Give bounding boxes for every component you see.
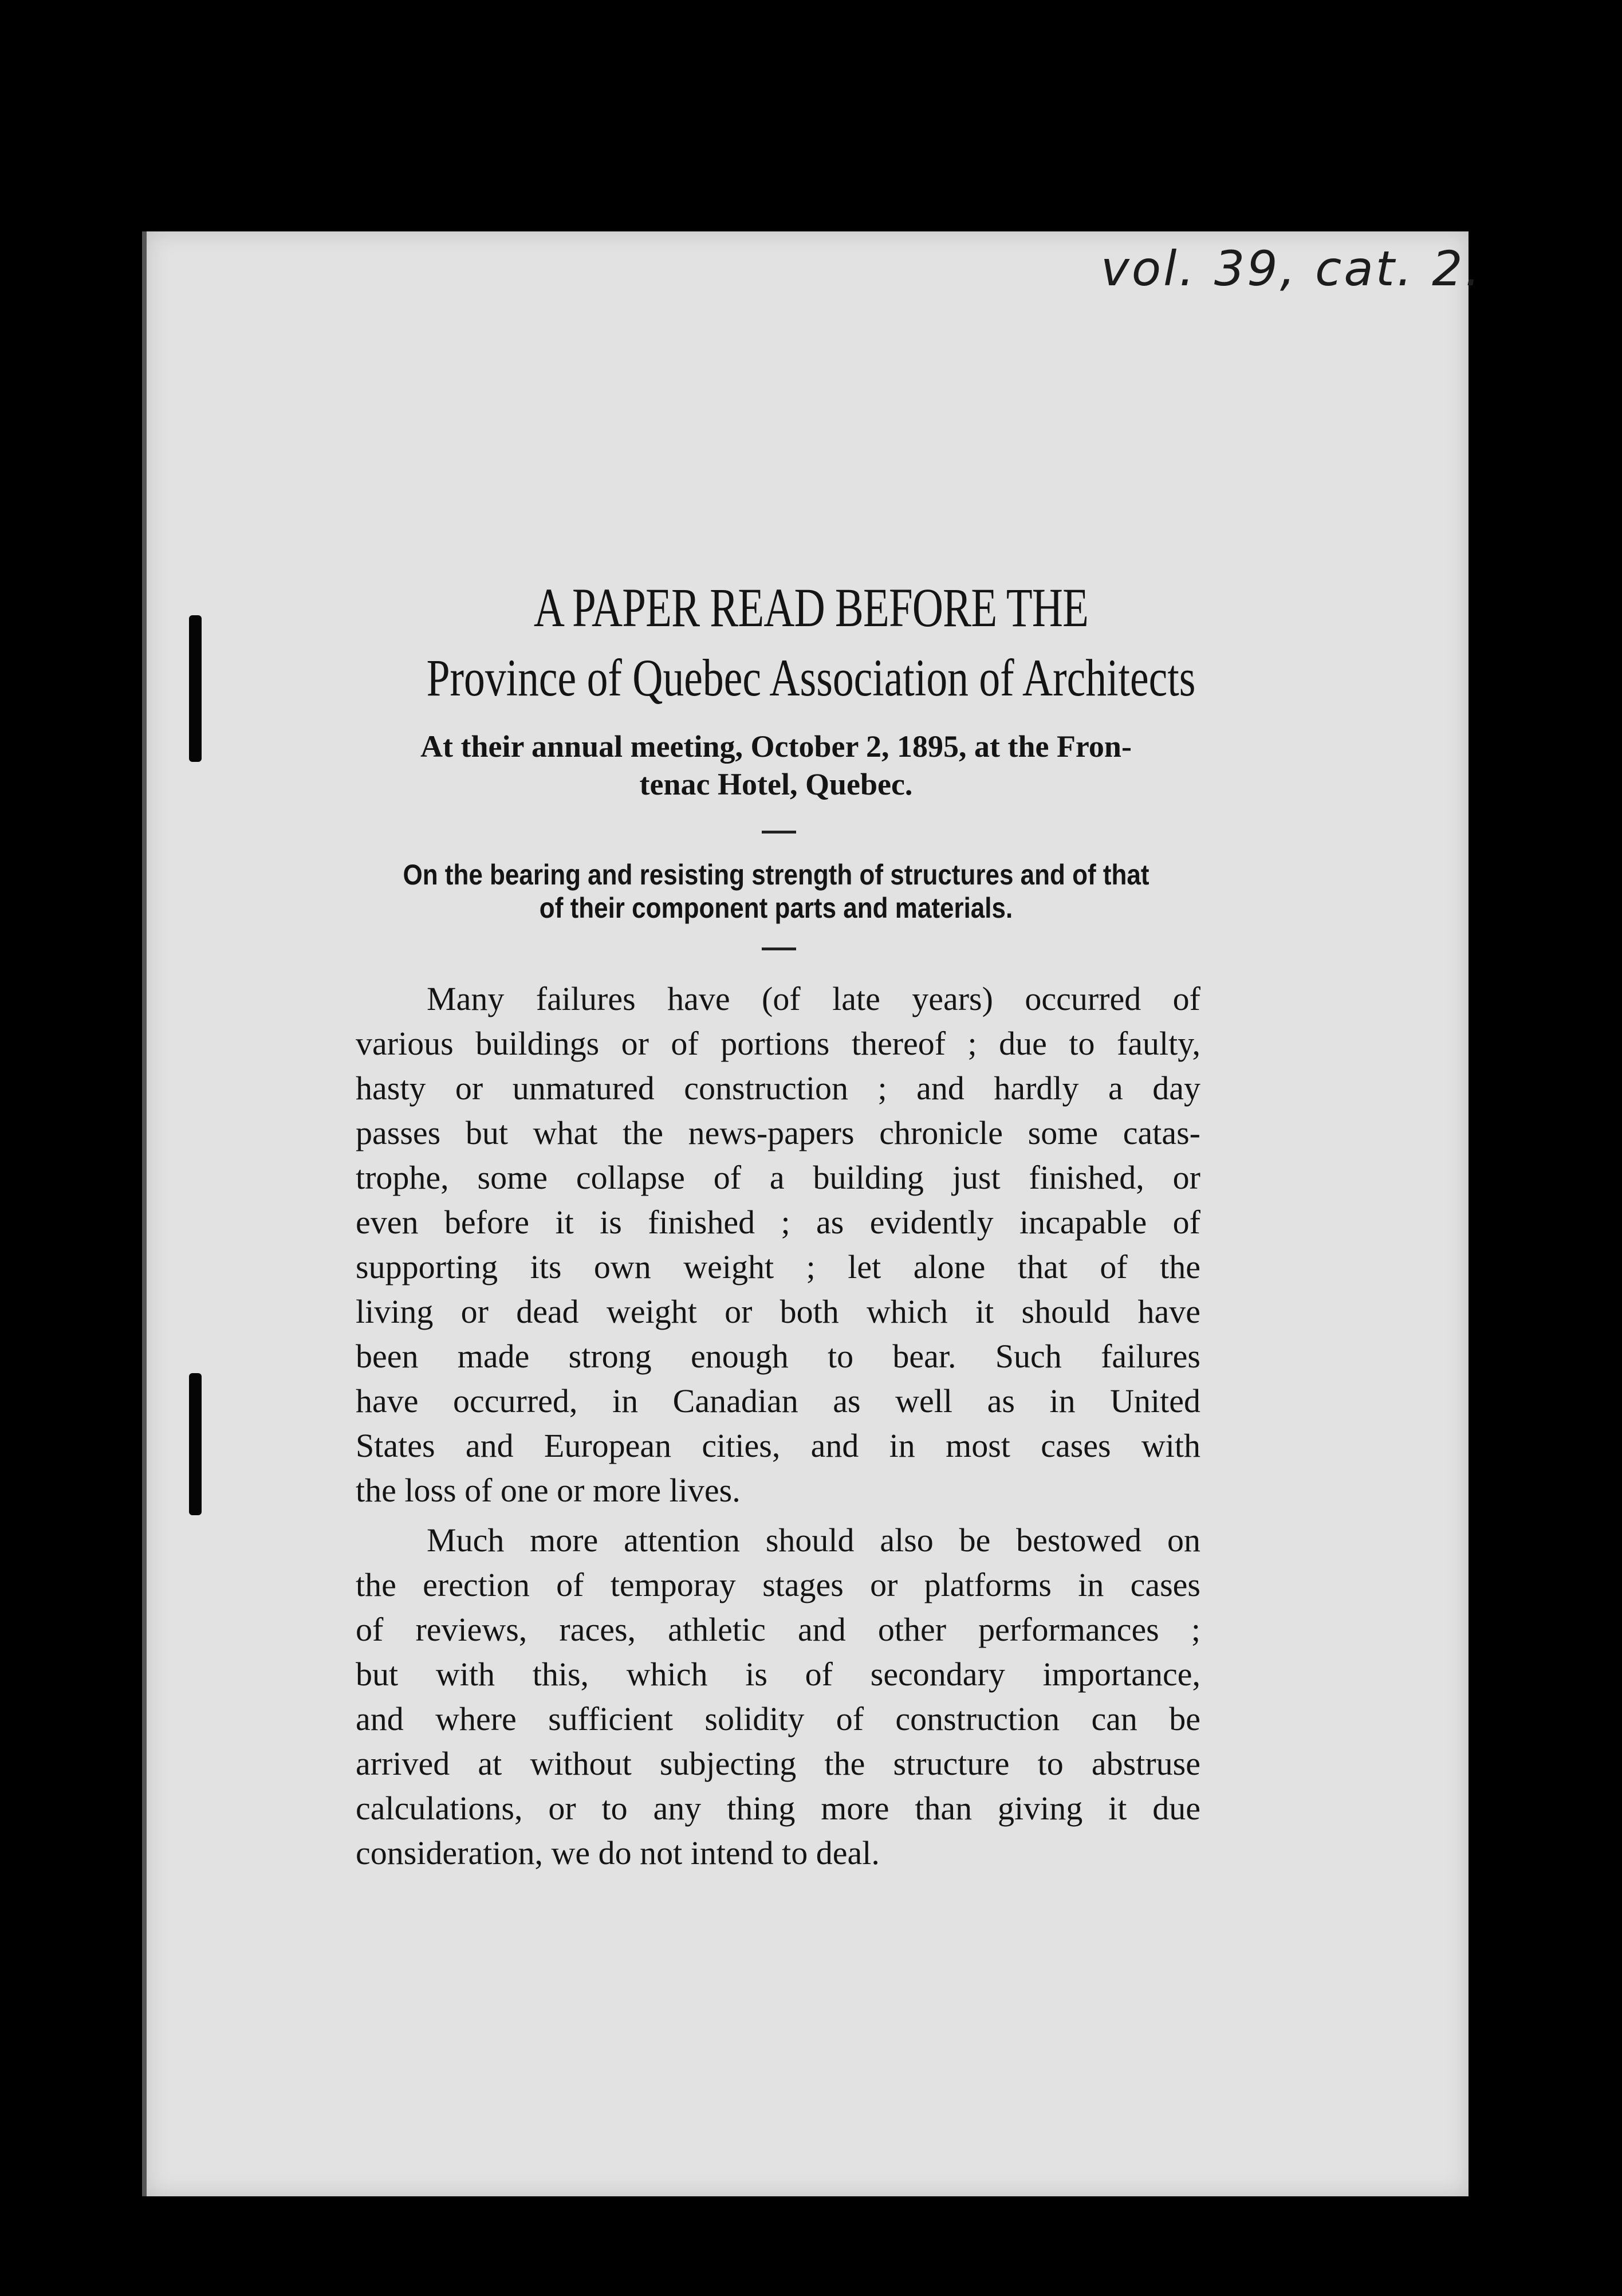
paragraph-line: Many failures have (of late years) occurred of — [427, 980, 1200, 1017]
paragraph-line: but with this, which is of secondary importance, — [356, 1656, 1200, 1693]
paragraph-line: have occurred, in Canadian as well as in United — [356, 1382, 1200, 1420]
subject-line: of their component parts and materials. — [539, 892, 1013, 924]
occasion-line: tenac Hotel, Quebec. — [639, 767, 913, 801]
paragraph-line: of reviews, races, athletic and other performances ; — [356, 1611, 1200, 1648]
paragraph-line: hasty or unmatured construction ; and hardly a day — [356, 1070, 1200, 1107]
subject-line: On the bearing and resisting strength of structures and of that — [403, 859, 1149, 891]
paragraph-line: trophe, some collapse of a building just finished, or — [356, 1159, 1200, 1196]
document-title: A PAPER READ BEFORE THE — [533, 577, 1089, 638]
paragraph-line: and where sufficient solidity of construction can be — [356, 1700, 1200, 1737]
divider — [762, 948, 796, 950]
paragraph-line: calculations, or to any thing more than giving it due — [356, 1790, 1200, 1827]
organization-name: Province of Quebec Association of Architects — [426, 648, 1196, 707]
paragraph-line: States and European cities, and in most cases with — [356, 1427, 1200, 1464]
paragraph-line: supporting its own weight ; let alone that of the — [356, 1248, 1200, 1285]
divider — [762, 831, 796, 834]
binding-mark — [189, 1373, 202, 1515]
paragraph-line: the erection of temporay stages or platforms in cases — [356, 1566, 1200, 1603]
paragraph-line: arrived at without subjecting the structure to abstruse — [356, 1745, 1200, 1782]
paragraph-line: passes but what the news-papers chronicle some catas- — [356, 1114, 1200, 1151]
occasion-line: At their annual meeting, October 2, 1895, at the Fron- — [420, 729, 1132, 764]
paragraph-line: various buildings or of portions thereof ; due to faulty, — [356, 1025, 1200, 1062]
paragraph-line: been made strong enough to bear. Such failures — [356, 1338, 1200, 1375]
paragraph-line: consideration, we do not intend to deal. — [356, 1834, 880, 1872]
paragraph-line: even before it is finished ; as evidently incapable of — [356, 1204, 1200, 1241]
paragraph-line: living or dead weight or both which it should have — [356, 1293, 1200, 1330]
paragraph-line: Much more attention should also be bestowed on — [427, 1522, 1200, 1559]
handwritten-note: vol. 39, cat. 2. — [1101, 241, 1483, 297]
paragraph-line: the loss of one or more lives. — [356, 1472, 741, 1509]
